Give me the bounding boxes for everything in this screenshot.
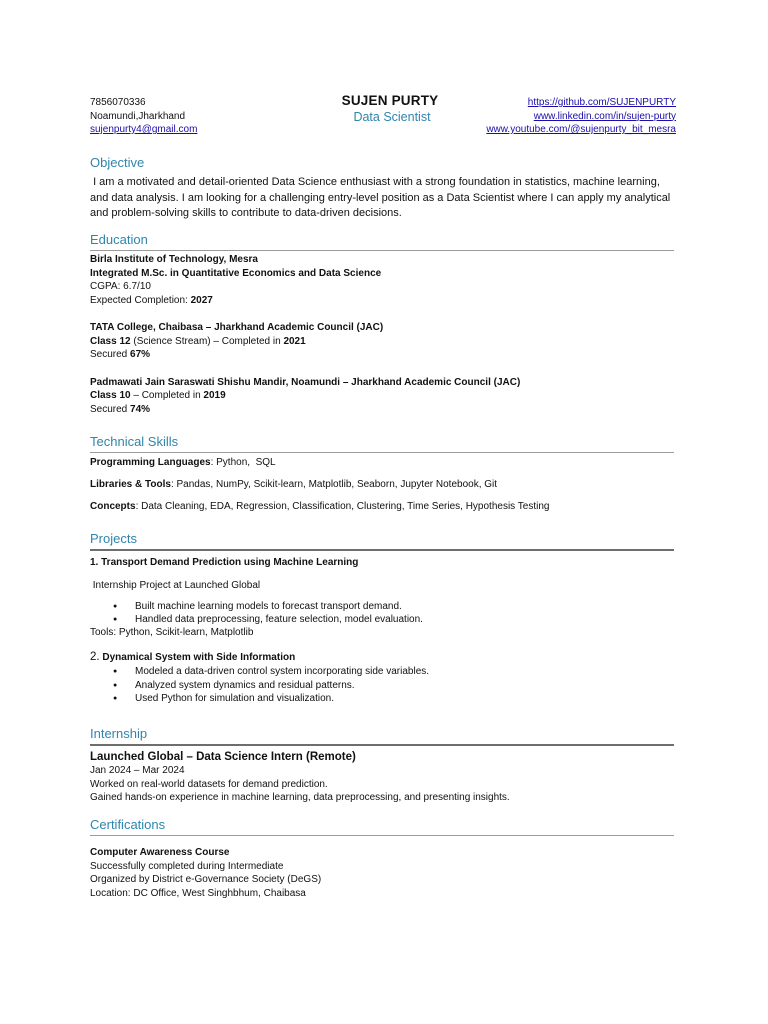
- project-title: 2. Dynamical System with Side Information: [90, 650, 296, 663]
- contact-right: [486, 96, 676, 137]
- list-item: ● Modeled a data-driven control system incorporating side variables.: [90, 665, 674, 679]
- projects-section: [90, 531, 674, 706]
- skills-section: [90, 434, 674, 514]
- certification-detail: Location: DC Office, West Singhbhum, Chaibasa: [90, 887, 306, 899]
- projects-heading: Projects: [90, 531, 137, 546]
- education-heading: Education: [90, 232, 148, 247]
- school-name: TATA College, Chaibasa – Jharkhand Academic Council (JAC): [90, 322, 384, 333]
- section-divider: [90, 250, 674, 251]
- candidate-name: SUJEN PURTY: [341, 93, 439, 108]
- objective-heading: Objective: [90, 155, 145, 170]
- education-entry: [90, 321, 674, 362]
- certification-detail: Successfully completed during Intermediate: [90, 860, 284, 872]
- project-tools: Tools: Python, Scikit-learn, Matplotlib: [90, 627, 254, 638]
- objective-text: I am a motivated and detail-oriented Data Science enthusiast with a strong foundation in statistics, machine learning, and data analysis. I am looking for a challenging entry-level position as a Data Scientist where I can apply my analytical and problem-solving skills to contribute to data-driven decisions.: [90, 176, 674, 219]
- skill-line-programming: Programming Languages: Python, SQL: [90, 457, 276, 468]
- section-divider: [90, 744, 674, 746]
- cgpa: CGPA: 6.7/10: [90, 281, 151, 292]
- certifications-heading: Certifications: [90, 817, 166, 832]
- section-divider: [90, 452, 674, 453]
- project-bullets: [90, 601, 674, 626]
- internship-title: Launched Global – Data Science Intern (Remote): [90, 751, 356, 763]
- school-name: Padmawati Jain Saraswati Shishu Mandir, Noamundi – Jharkhand Academic Council (JAC): [90, 376, 521, 388]
- github-link[interactable]: https://github.com/SUJENPURTY: [527, 97, 676, 108]
- internship-detail: Gained hands-on experience in machine learning, data preprocessing, and presenting insights.: [90, 792, 510, 803]
- internship-dates: Jan 2024 – Mar 2024: [90, 765, 185, 776]
- school-name: Birla Institute of Technology, Mesra: [90, 254, 258, 265]
- section-divider: [90, 835, 674, 836]
- degree-name: Integrated M.Sc. in Quantitative Economics and Data Science: [90, 267, 382, 279]
- skill-line-libraries: Libraries & Tools: Pandas, NumPy, Scikit-learn, Matplotlib, Seaborn, Jupyter Notebook, Git: [90, 478, 498, 490]
- list-item: ● Analyzed system dynamics and residual patterns.: [90, 679, 674, 693]
- education-section: [90, 232, 674, 416]
- internship-section: [90, 726, 674, 805]
- skills-heading: Technical Skills: [90, 434, 179, 449]
- certification-detail: Organized by District e-Governance Society (DeGS): [90, 874, 322, 885]
- phone-number: 7856070336: [90, 97, 146, 108]
- list-item: ● Built machine learning models to forecast transport demand.: [90, 601, 674, 614]
- section-divider: [90, 549, 674, 551]
- expected-completion: Expected Completion: 2027: [90, 294, 213, 306]
- education-entry: [90, 253, 674, 307]
- project-title: 1. Transport Demand Prediction using Machine Learning: [90, 557, 359, 568]
- list-item: ● Handled data preprocessing, feature selection, model evaluation.: [90, 614, 674, 627]
- internship-heading: Internship: [90, 726, 148, 741]
- job-title: Data Scientist: [353, 110, 431, 124]
- project-bullets: [90, 665, 674, 706]
- secured-score: Secured 74%: [90, 403, 151, 415]
- certifications-section: [90, 817, 674, 900]
- linkedin-link[interactable]: www.linkedin.com/in/sujen-purty: [533, 110, 676, 122]
- list-item: ● Used Python for simulation and visualization.: [90, 692, 674, 706]
- project-subtitle: Internship Project at Launched Global: [90, 579, 261, 591]
- youtube-link[interactable]: www.youtube.com/@sujenpurty_bit_mesra: [486, 124, 676, 135]
- certification-title: Computer Awareness Course: [90, 847, 230, 858]
- internship-detail: Worked on real-world datasets for demand prediction.: [90, 778, 328, 790]
- resume-header: [90, 93, 676, 142]
- class-info: Class 10 – Completed in 2019: [90, 390, 226, 401]
- skill-line-concepts: Concepts: Data Cleaning, EDA, Regression, Classification, Clustering, Time Series, Hypothesis Testing: [90, 501, 550, 512]
- education-entry: [90, 376, 674, 417]
- objective-section: [90, 155, 674, 222]
- location: Noamundi,Jharkhand: [90, 110, 186, 122]
- class-info: Class 12 (Science Stream) – Completed in 2021: [90, 335, 306, 347]
- secured-score: Secured 67%: [90, 349, 151, 360]
- email-link[interactable]: sujenpurty4@gmail.com: [90, 124, 198, 135]
